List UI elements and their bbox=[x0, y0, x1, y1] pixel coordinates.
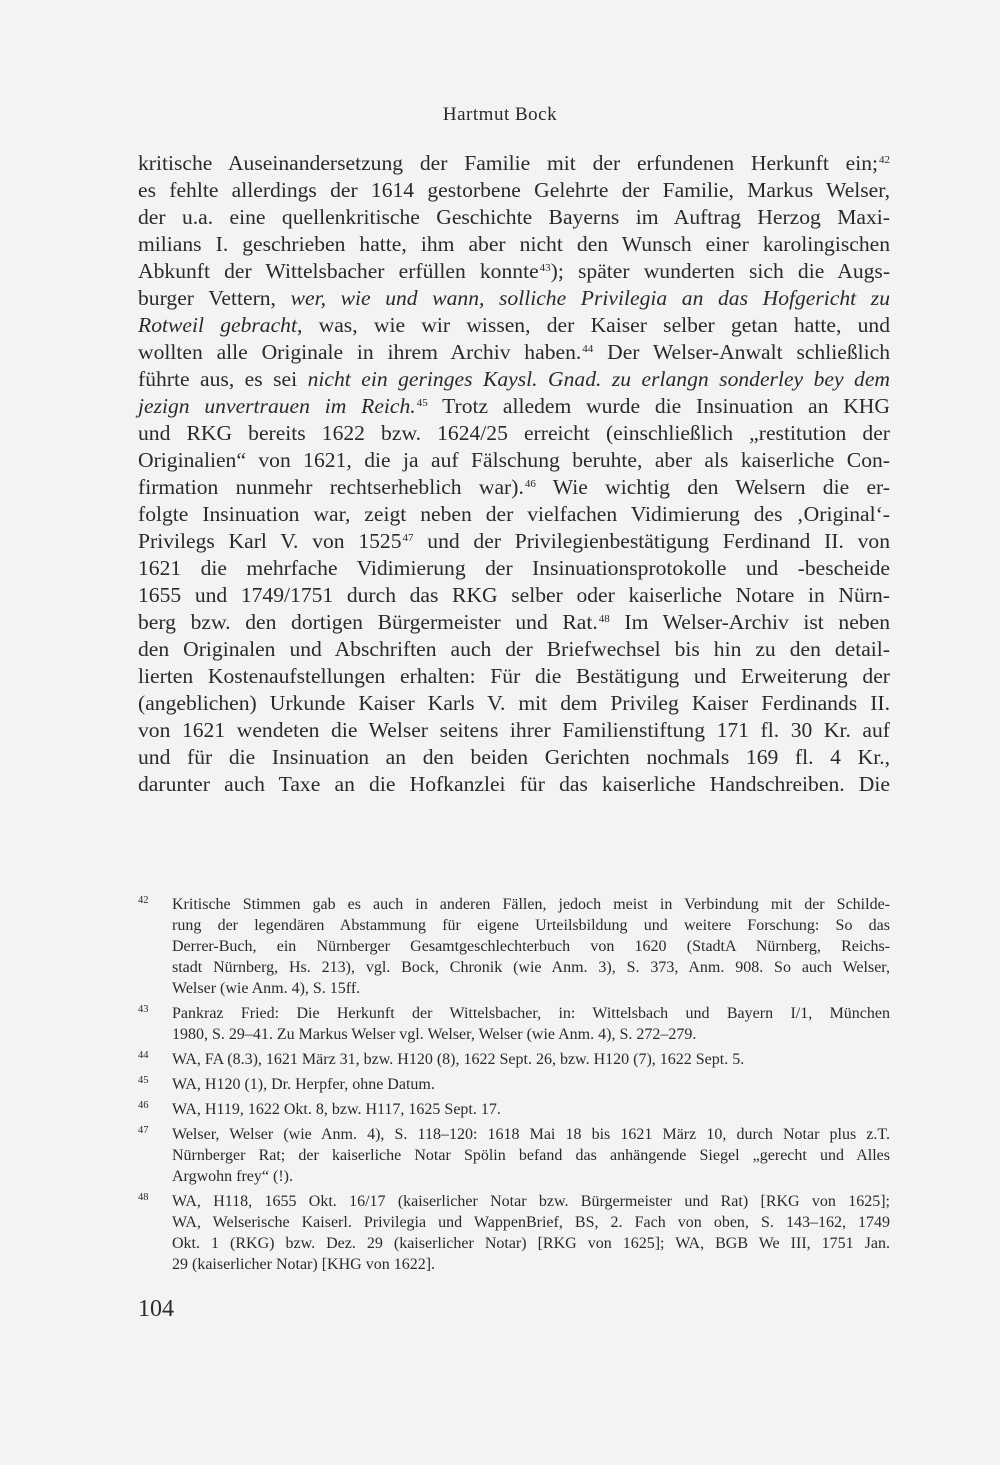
footnote bbox=[138, 1191, 890, 1275]
text-run: 1621 die mehrfache Vidimierung der Insinuationsprotokolle und -bescheide bbox=[138, 556, 890, 580]
footnotes bbox=[138, 894, 890, 1279]
footnote-marker: 42 bbox=[879, 154, 890, 167]
text-run: und RKG bereits 1622 bzw. 1624/25 erreicht (einschließlich „restitution der bbox=[138, 421, 890, 445]
text-run: folgte Insinuation war, zeigt neben der vielfachen Vidimierung des ‚Original‘- bbox=[138, 502, 890, 526]
footnote-marker: 44 bbox=[582, 343, 594, 356]
footnote-text bbox=[172, 894, 890, 999]
body-line bbox=[138, 690, 890, 717]
text-run: Abkunft der Wittelsbacher erfüllen konnte bbox=[138, 259, 539, 283]
page-number: 104 bbox=[138, 1296, 174, 1322]
footnote-line: Welser, Welser (wie Anm. 4), S. 118–120: 1618 Mai 18 bis 1621 März 10, durch Notar plus z.T. bbox=[172, 1126, 890, 1143]
body-line bbox=[138, 177, 890, 204]
footnote-marker: 47 bbox=[402, 532, 414, 545]
footnote bbox=[138, 1124, 890, 1187]
italic-quote: wer, wie und wann, solliche Privilegia an das Hofgericht zu bbox=[290, 286, 890, 310]
text-run: wollten alle Originale in ihrem Archiv haben. bbox=[138, 340, 582, 364]
footnote-line: WA, H120 (1), Dr. Herpfer, ohne Datum. bbox=[172, 1076, 435, 1093]
body-line bbox=[138, 501, 890, 528]
footnote-text bbox=[172, 1191, 890, 1275]
footnote-line: Derrer-Buch, ein Nürnberger Gesamtgeschlechterbuch von 1620 (StadtA Nürnberg, Reichs- bbox=[172, 938, 890, 955]
body-line bbox=[138, 312, 890, 339]
footnote-line: Nürnberger Rat; der kaiserliche Notar Spölin befand das anhängende Siegel „gerecht und Alles bbox=[172, 1147, 890, 1164]
text-run: lierten Kostenaufstellungen erhalten: Für die Bestätigung und Erweiterung der bbox=[138, 664, 890, 688]
footnote bbox=[138, 1003, 890, 1045]
text-run: es fehlte allerdings der 1614 gestorbene Gelehrte der Familie, Markus Welser, bbox=[138, 178, 890, 202]
footnote-line: WA, Welserische Kaiserl. Privilegia und WappenBrief, BS, 2. Fach von oben, S. 143–162, 1749 bbox=[172, 1214, 890, 1231]
text-run: Wie wichtig den Welsern die er- bbox=[535, 475, 890, 499]
footnote-line: WA, H119, 1622 Okt. 8, bzw. H117, 1625 Sept. 17. bbox=[172, 1101, 501, 1118]
footnote-line: rung der legendären Abstammung für eigene Urteilsbildung und weitere Forschung: So das bbox=[172, 917, 890, 934]
text-run: berg bzw. den dortigen Bürgermeister und Rat. bbox=[138, 610, 598, 634]
footnote-text bbox=[172, 1124, 890, 1187]
body-line bbox=[138, 393, 890, 420]
text-run: und für die Insinuation an den beiden Gerichten nochmals 169 fl. 4 Kr., bbox=[138, 745, 890, 769]
body-line bbox=[138, 366, 890, 393]
body-line bbox=[138, 204, 890, 231]
footnote-line: Kritische Stimmen gab es auch in anderen Fällen, jedoch meist in Verbindung mit der Schilde- bbox=[172, 896, 890, 913]
body-line bbox=[138, 609, 890, 636]
text-run: Trotz alledem wurde die Insinuation an KHG bbox=[427, 394, 890, 418]
footnote-number: 42 bbox=[138, 895, 149, 906]
footnote-marker: 48 bbox=[598, 613, 610, 626]
body-line bbox=[138, 420, 890, 447]
footnote-line: stadt Nürnberg, Hs. 213), vgl. Bock, Chronik (wie Anm. 3), S. 373, Anm. 908. So auch Welser, bbox=[172, 959, 890, 976]
footnote bbox=[138, 1049, 890, 1070]
footnote-text bbox=[172, 1099, 890, 1120]
text-run: und der Privilegienbestätigung Ferdinand II. von bbox=[413, 529, 890, 553]
body-line bbox=[138, 582, 890, 609]
body-line bbox=[138, 744, 890, 771]
footnote-text bbox=[172, 1049, 890, 1070]
text-run: burger Vettern, bbox=[138, 286, 291, 310]
text-run: führte aus, es sei bbox=[138, 367, 308, 391]
text-run: Privilegs Karl V. von 1525 bbox=[138, 529, 402, 553]
text-run: kritische Auseinandersetzung der Familie mit der erfundenen Herkunft ein; bbox=[138, 151, 878, 175]
body-line bbox=[138, 150, 890, 177]
body-line bbox=[138, 339, 890, 366]
text-run: von 1621 wendeten die Welser seitens ihrer Familienstiftung 171 fl. 30 Kr. auf bbox=[138, 718, 890, 742]
footnote-number: 47 bbox=[138, 1125, 149, 1136]
footnote-marker: 45 bbox=[416, 397, 428, 410]
text-run: Der Welser-Anwalt schließlich bbox=[593, 340, 890, 364]
body-line bbox=[138, 447, 890, 474]
body-line bbox=[138, 663, 890, 690]
footnote-line: Argwohn frey“ (!). bbox=[172, 1168, 293, 1185]
text-run: der u.a. eine quellenkritische Geschichte Bayerns im Auftrag Herzog Maxi- bbox=[138, 205, 890, 229]
text-run: darunter auch Taxe an die Hofkanzlei für das kaiserliche Handschreiben. Die bbox=[138, 772, 890, 796]
footnote-number: 43 bbox=[138, 1004, 149, 1015]
body-text bbox=[138, 150, 890, 798]
text-run: den Originalen und Abschriften auch der Briefwechsel bis hin zu den detail- bbox=[138, 637, 890, 661]
footnote-line: 1980, S. 29–41. Zu Markus Welser vgl. Welser, Welser (wie Anm. 4), S. 272–279. bbox=[172, 1026, 697, 1043]
footnote-text bbox=[172, 1074, 890, 1095]
body-line bbox=[138, 258, 890, 285]
footnote-line: Pankraz Fried: Die Herkunft der Wittelsbacher, in: Wittelsbach und Bayern I/1, München bbox=[172, 1005, 890, 1022]
footnote-line: 29 (kaiserlicher Notar) [KHG von 1622]. bbox=[172, 1256, 436, 1273]
text-run: , was, wie wir wissen, der Kaiser selber getan hatte, und bbox=[296, 313, 890, 337]
italic-quote: Rotweil gebracht bbox=[138, 313, 297, 337]
footnote-marker: 46 bbox=[524, 478, 536, 491]
footnote-number: 44 bbox=[138, 1050, 149, 1061]
body-line bbox=[138, 285, 890, 312]
running-head: Hartmut Bock bbox=[442, 104, 558, 125]
footnote-line: Welser (wie Anm. 4), S. 15ff. bbox=[172, 980, 361, 997]
text-run: Originalien“ von 1621, die ja auf Fälschung beruhte, aber als kaiserliche Con- bbox=[138, 448, 890, 472]
footnote-marker: 43 bbox=[539, 262, 551, 275]
text-run: milians I. geschrieben hatte, ihm aber nicht den Wunsch einer karolingischen bbox=[138, 232, 890, 256]
body-line bbox=[138, 231, 890, 258]
body-line bbox=[138, 636, 890, 663]
footnote-number: 45 bbox=[138, 1075, 149, 1086]
footnote-line: Okt. 1 (RKG) bzw. Dez. 29 (kaiserlicher Notar) [RKG von 1625]; WA, BGB We III, 1751 Jan. bbox=[172, 1235, 890, 1252]
text-run: 1655 und 1749/1751 durch das RKG selber oder kaiserliche Notare in Nürn- bbox=[138, 583, 890, 607]
footnote-line: WA, FA (8.3), 1621 März 31, bzw. H120 (8), 1622 Sept. 26, bzw. H120 (7), 1622 Sept. 5. bbox=[172, 1051, 745, 1068]
text-run: (angeblichen) Urkunde Kaiser Karls V. mit dem Privileg Kaiser Ferdinands II. bbox=[138, 691, 890, 715]
text-run: Im Welser-Archiv ist neben bbox=[609, 610, 890, 634]
footnote bbox=[138, 1074, 890, 1095]
body-line bbox=[138, 528, 890, 555]
footnote-number: 48 bbox=[138, 1192, 149, 1203]
body-line bbox=[138, 474, 890, 501]
footnote-text bbox=[172, 1003, 890, 1045]
footnote-number: 46 bbox=[138, 1100, 149, 1111]
body-line bbox=[138, 717, 890, 744]
text-run: ); später wunderten sich die Augs- bbox=[550, 259, 891, 283]
footnote-line: WA, H118, 1655 Okt. 16/17 (kaiserlicher Notar bzw. Bürgermeister und Rat) [RKG von 1625]; bbox=[172, 1193, 890, 1210]
footnote bbox=[138, 894, 890, 999]
body-line bbox=[138, 555, 890, 582]
italic-quote: jezign unvertrauen im Reich. bbox=[138, 394, 416, 418]
text-run: firmation nunmehr rechtserheblich war). bbox=[138, 475, 524, 499]
italic-quote: nicht ein geringes Kaysl. Gnad. zu erlangn sonderley bey dem bbox=[307, 367, 891, 391]
footnote bbox=[138, 1099, 890, 1120]
body-line bbox=[138, 771, 890, 798]
